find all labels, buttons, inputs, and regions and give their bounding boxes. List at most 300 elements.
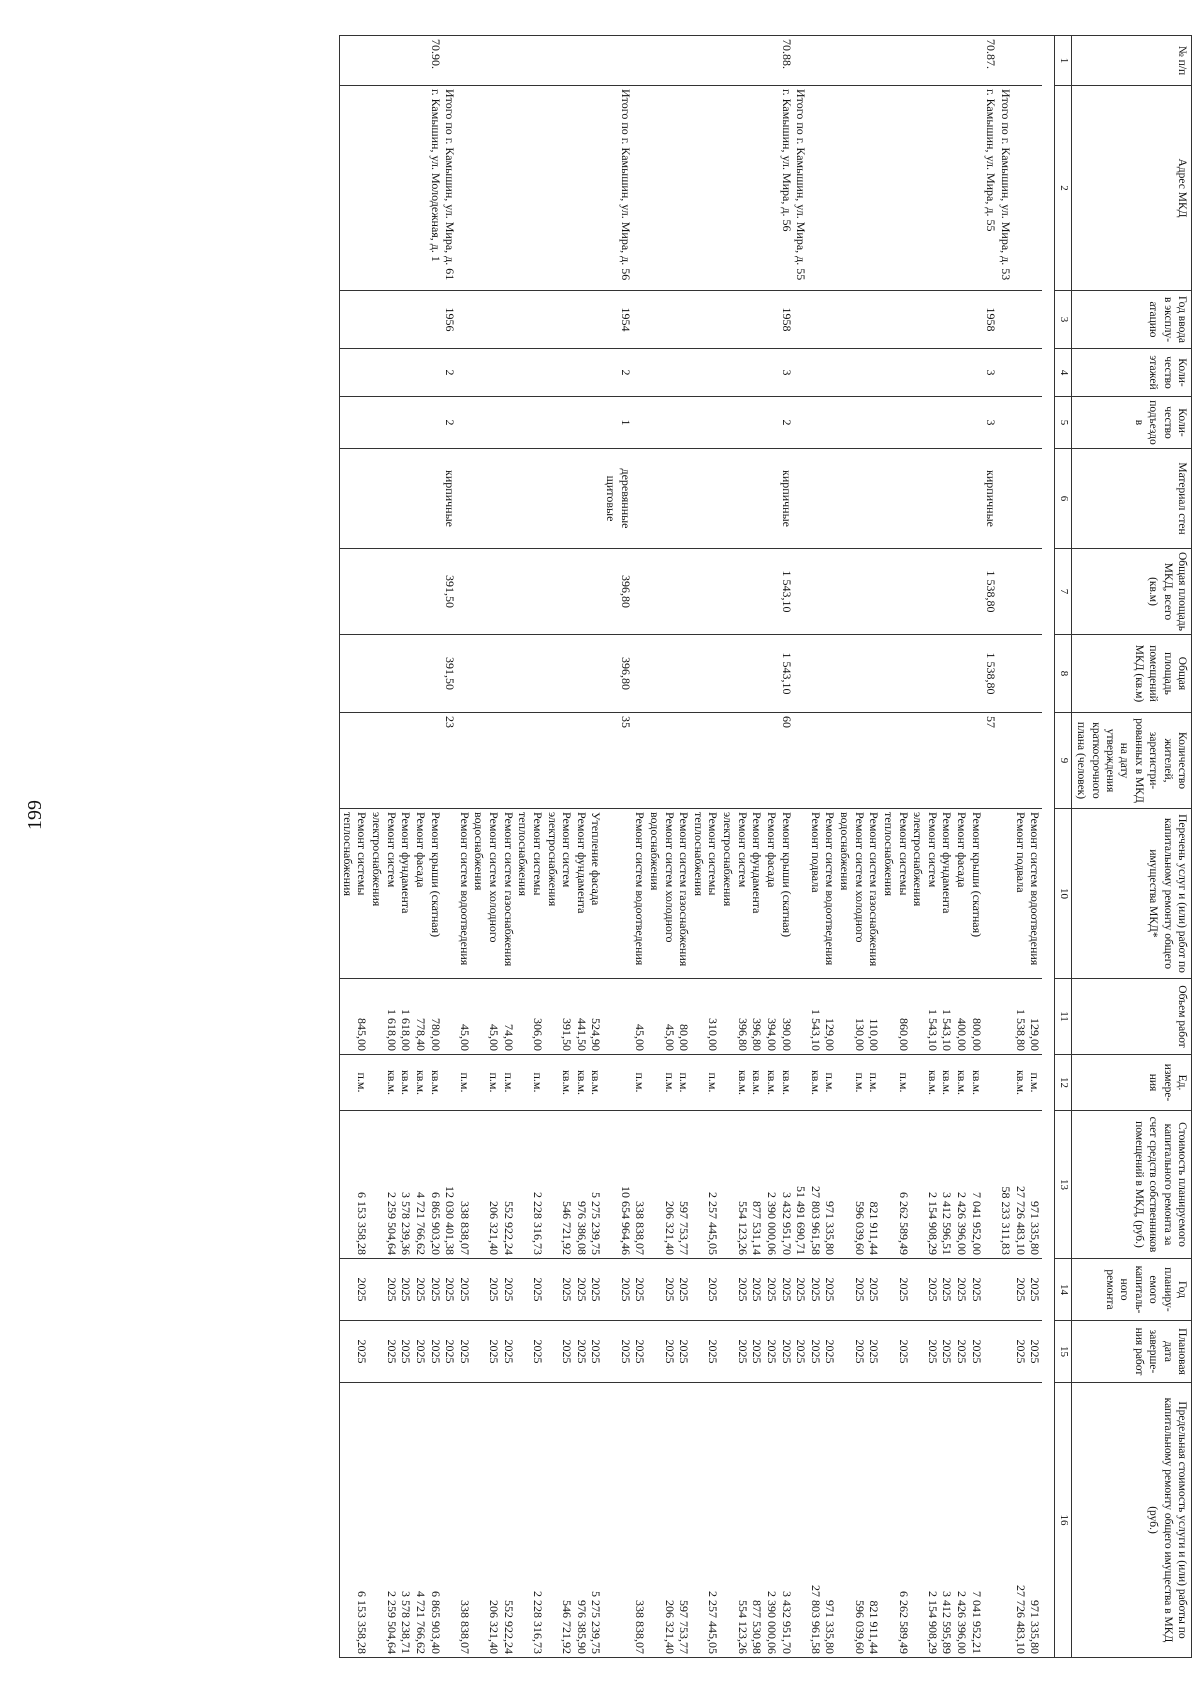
table-row (794, 36, 809, 1658)
cell-year-built: 1954 (604, 291, 633, 349)
cell-cost-limit: 6 262 589,49 (881, 1383, 910, 1658)
table-row (604, 36, 633, 1658)
cell-residents (472, 713, 501, 809)
cell-entrances (1028, 397, 1043, 449)
cell-address (823, 86, 838, 291)
cell-work-volume (984, 979, 999, 1055)
cell-row-number (589, 36, 604, 86)
table-row (633, 36, 648, 1658)
cell-row-number (443, 36, 458, 86)
cell-entrances (472, 397, 501, 449)
cell-completion-year: 2025 (1013, 1321, 1028, 1383)
cell-work-volume: 45,00 (457, 979, 472, 1055)
cell-residents: 35 (604, 713, 633, 809)
cell-total-area (633, 549, 648, 635)
cell-premises-area: 1 543,10 (779, 635, 794, 713)
cell-work-type: Ремонт крыши (скатная) (969, 809, 984, 979)
document-sheet (52, 35, 1192, 1657)
cell-address (399, 86, 414, 291)
cell-planned-cost: 971 335,80 (823, 1111, 838, 1259)
cell-cost-limit: 27 803 961,58 (808, 1383, 823, 1658)
cell-unit: п.м. (501, 1055, 516, 1111)
cell-row-number (633, 36, 648, 86)
cell-year-built (867, 291, 882, 349)
cell-residents (823, 713, 838, 809)
cell-unit (443, 1055, 458, 1111)
cell-entrances (545, 397, 574, 449)
cell-cost-limit: 27 726 483,10 (1013, 1383, 1028, 1658)
table-row (764, 36, 779, 1658)
page-number: 199 (24, 800, 46, 830)
cell-work-volume: 1 618,00 (399, 979, 414, 1055)
cell-cost-limit: 338 838,07 (457, 1383, 472, 1658)
cell-completion-year: 2025 (911, 1321, 940, 1383)
cell-planned-cost: 4 721 766,62 (413, 1111, 428, 1259)
cell-row-number (472, 36, 501, 86)
cell-work-type (984, 809, 999, 979)
cell-work-volume: 845,00 (340, 979, 370, 1055)
table-row (779, 36, 794, 1658)
cell-total-area (881, 549, 910, 635)
cell-address: Итого по г. Камышин, ул. Мира, д. 56 (604, 86, 633, 291)
table-row (545, 36, 574, 1658)
column-number-2: 2 (1055, 86, 1072, 291)
cell-planned-year: 2025 (794, 1259, 809, 1321)
cell-wall-material (838, 449, 867, 549)
cell-work-volume: 1 543,10 (808, 979, 823, 1055)
table-row (911, 36, 940, 1658)
cell-entrances (940, 397, 955, 449)
cell-floors (633, 349, 648, 397)
cell-wall-material (823, 449, 838, 549)
cell-wall-material (721, 449, 750, 549)
cell-address (721, 86, 750, 291)
cell-work-type: Ремонт систем электроснабжения (721, 809, 750, 979)
cell-floors (823, 349, 838, 397)
cell-entrances (399, 397, 414, 449)
cell-address (413, 86, 428, 291)
cell-year-built (589, 291, 604, 349)
cell-year-built (457, 291, 472, 349)
cell-cost-limit: 546 721,92 (545, 1383, 574, 1658)
cell-wall-material (998, 449, 1013, 549)
cell-year-built (472, 291, 501, 349)
table-row (340, 36, 370, 1658)
cell-planned-year: 2025 (1028, 1259, 1043, 1321)
cell-work-volume: 310,00 (691, 979, 720, 1055)
column-header-7: Общая площадь МКД, всего (кв.м) (1072, 549, 1192, 635)
cell-completion-year: 2025 (574, 1321, 589, 1383)
column-header-8: Общая площадь помещений МКД (кв.м) (1072, 635, 1192, 713)
cell-work-volume: 45,00 (472, 979, 501, 1055)
cell-floors (881, 349, 910, 397)
cell-entrances (721, 397, 750, 449)
cell-planned-cost: 10 654 964,46 (604, 1111, 633, 1259)
cell-entrances (969, 397, 984, 449)
cell-planned-year: 2025 (633, 1259, 648, 1321)
cell-residents (764, 713, 779, 809)
cell-total-area (501, 549, 516, 635)
cell-work-volume: 45,00 (633, 979, 648, 1055)
cell-address (750, 86, 765, 291)
cell-planned-year: 2025 (472, 1259, 501, 1321)
cell-residents (633, 713, 648, 809)
cell-work-volume: 396,80 (721, 979, 750, 1055)
cell-total-area (823, 549, 838, 635)
cell-row-number (545, 36, 574, 86)
header-number-row (1055, 36, 1072, 1658)
cell-wall-material (340, 449, 370, 549)
cell-residents (998, 713, 1013, 809)
cell-entrances (633, 397, 648, 449)
cell-entrances: 2 (443, 397, 458, 449)
cell-planned-year: 2025 (399, 1259, 414, 1321)
cell-address (516, 86, 545, 291)
column-header-2: Адрес МКД (1072, 86, 1192, 291)
cell-floors (1028, 349, 1043, 397)
cell-completion-year: 2025 (691, 1321, 720, 1383)
cell-residents (589, 713, 604, 809)
cell-cost-limit: 821 911,44 (867, 1383, 882, 1658)
cell-work-volume (794, 979, 809, 1055)
cell-work-type: Ремонт системы теплоснабжения (340, 809, 370, 979)
cell-planned-year: 2025 (1013, 1259, 1028, 1321)
cell-completion-year: 2025 (808, 1321, 823, 1383)
cell-premises-area (370, 635, 399, 713)
cell-total-area (794, 549, 809, 635)
cell-address: Итого по г. Камышин, ул. Мира, д. 61 (443, 86, 458, 291)
cell-planned-cost: 6 262 589,49 (881, 1111, 910, 1259)
cell-residents (794, 713, 809, 809)
cell-year-built (911, 291, 940, 349)
cell-cost-limit: 877 530,98 (750, 1383, 765, 1658)
cell-premises-area (457, 635, 472, 713)
cell-entrances (808, 397, 823, 449)
cell-residents: 60 (779, 713, 794, 809)
cell-floors (472, 349, 501, 397)
column-number-13: 13 (1055, 1111, 1072, 1259)
cell-unit: кв.м. (940, 1055, 955, 1111)
cell-residents (457, 713, 472, 809)
cell-planned-year: 2025 (721, 1259, 750, 1321)
cell-planned-year: 2025 (604, 1259, 633, 1321)
cell-cost-limit: 6 153 358,28 (340, 1383, 370, 1658)
cell-planned-cost: 546 721,92 (545, 1111, 574, 1259)
cell-row-number (647, 36, 676, 86)
cell-total-area (472, 549, 501, 635)
cell-unit: п.м. (340, 1055, 370, 1111)
cell-total-area: 391,50 (443, 549, 458, 635)
table-row (838, 36, 867, 1658)
cell-total-area (340, 549, 370, 635)
cell-wall-material (940, 449, 955, 549)
cell-premises-area (955, 635, 970, 713)
cell-planned-year: 2025 (413, 1259, 428, 1321)
cell-year-built (516, 291, 545, 349)
cell-wall-material (1013, 449, 1028, 549)
cell-residents (574, 713, 589, 809)
column-header-14: Год планиру-емого капиталь-ного ремонта (1072, 1259, 1192, 1321)
cell-cost-limit: 976 385,90 (574, 1383, 589, 1658)
cell-unit: кв.м. (911, 1055, 940, 1111)
cell-total-area (413, 549, 428, 635)
cell-row-number (969, 36, 984, 86)
cell-wall-material (516, 449, 545, 549)
cell-residents (881, 713, 910, 809)
cell-completion-year: 2025 (677, 1321, 692, 1383)
cell-completion-year: 2025 (443, 1321, 458, 1383)
column-header-10: Перечень услуг и (или) работ по капитальному ремонту общего имущества МКД* (1072, 809, 1192, 979)
cell-cost-limit: 3 578 238,71 (399, 1383, 414, 1658)
cell-address: г. Камышин, ул. Мира, д. 55 (984, 86, 999, 291)
cell-wall-material: кирпичные (779, 449, 794, 549)
cell-premises-area (633, 635, 648, 713)
cell-floors (721, 349, 750, 397)
cell-completion-year: 2025 (940, 1321, 955, 1383)
table-row (516, 36, 545, 1658)
column-number-7: 7 (1055, 549, 1072, 635)
cell-planned-year: 2025 (955, 1259, 970, 1321)
column-number-5: 5 (1055, 397, 1072, 449)
cell-year-built (998, 291, 1013, 349)
cell-premises-area (998, 635, 1013, 713)
cell-planned-cost: 554 123,26 (721, 1111, 750, 1259)
table-row (969, 36, 984, 1658)
cell-unit: кв.м. (955, 1055, 970, 1111)
cell-planned-cost: 877 531,14 (750, 1111, 765, 1259)
cell-row-number (750, 36, 765, 86)
cell-work-type: Ремонт систем водоотведения (457, 809, 472, 979)
cell-total-area: 396,80 (604, 549, 633, 635)
cell-total-area (750, 549, 765, 635)
cell-completion-year: 2025 (399, 1321, 414, 1383)
cell-unit: кв.м. (428, 1055, 443, 1111)
cell-row-number (1013, 36, 1028, 86)
cell-planned-cost: 27 726 483,10 (1013, 1111, 1028, 1259)
cell-cost-limit: 971 335,80 (823, 1383, 838, 1658)
cell-address (457, 86, 472, 291)
cell-completion-year: 2025 (764, 1321, 779, 1383)
cell-unit: п.м. (633, 1055, 648, 1111)
cell-planned-year: 2025 (647, 1259, 676, 1321)
cell-premises-area (501, 635, 516, 713)
cell-wall-material (457, 449, 472, 549)
cell-unit: кв.м. (1013, 1055, 1028, 1111)
cell-unit: п.м. (457, 1055, 472, 1111)
cell-total-area (516, 549, 545, 635)
cell-premises-area (881, 635, 910, 713)
cell-unit: кв.м. (413, 1055, 428, 1111)
cell-planned-year: 2025 (750, 1259, 765, 1321)
cell-year-built (501, 291, 516, 349)
cell-floors (838, 349, 867, 397)
cell-year-built (764, 291, 779, 349)
cell-completion-year: 2025 (413, 1321, 428, 1383)
cell-total-area (940, 549, 955, 635)
cell-cost-limit: 2 257 445,05 (691, 1383, 720, 1658)
table-row (750, 36, 765, 1658)
cell-completion-year: 2025 (633, 1321, 648, 1383)
cell-total-area (399, 549, 414, 635)
cell-unit: кв.м. (808, 1055, 823, 1111)
cell-row-number (501, 36, 516, 86)
cell-completion-year: 2025 (545, 1321, 574, 1383)
cell-work-type: Ремонт систем водоотведения (823, 809, 838, 979)
cell-total-area (457, 549, 472, 635)
cell-completion-year: 2025 (838, 1321, 867, 1383)
column-header-6: Материал стен (1072, 449, 1192, 549)
cell-entrances (764, 397, 779, 449)
cell-wall-material (881, 449, 910, 549)
cell-cost-limit (443, 1383, 458, 1658)
cell-premises-area (399, 635, 414, 713)
cell-year-built (1028, 291, 1043, 349)
cell-address: г. Камышин, ул. Мира, д. 56 (779, 86, 794, 291)
cell-row-number: 70.90. (428, 36, 443, 86)
cell-work-type: Ремонт системы теплоснабжения (691, 809, 720, 979)
cell-planned-cost: 2 154 908,29 (911, 1111, 940, 1259)
cell-year-built (399, 291, 414, 349)
cell-work-type: Ремонт систем электроснабжения (545, 809, 574, 979)
cell-address (867, 86, 882, 291)
cell-planned-cost: 6 865 903,20 (428, 1111, 443, 1259)
cell-planned-cost: 2 257 445,05 (691, 1111, 720, 1259)
column-header-11: Объем работ (1072, 979, 1192, 1055)
cell-total-area (589, 549, 604, 635)
cell-planned-cost: 338 838,07 (457, 1111, 472, 1259)
table-row (881, 36, 910, 1658)
cell-planned-year: 2025 (881, 1259, 910, 1321)
cell-work-type: Ремонт систем холодного водоснабжения (472, 809, 501, 979)
cell-year-built: 1958 (984, 291, 999, 349)
cell-planned-year: 2025 (501, 1259, 516, 1321)
table-row (984, 36, 999, 1658)
column-number-12: 12 (1055, 1055, 1072, 1111)
cell-entrances: 2 (779, 397, 794, 449)
cell-planned-year (984, 1259, 999, 1321)
cell-year-built (545, 291, 574, 349)
cell-residents (428, 713, 443, 809)
cell-row-number (911, 36, 940, 86)
cell-completion-year: 2025 (428, 1321, 443, 1383)
cell-address (340, 86, 370, 291)
cell-wall-material (955, 449, 970, 549)
cell-entrances (998, 397, 1013, 449)
cell-work-type: Ремонт системы теплоснабжения (881, 809, 910, 979)
cell-work-type: Ремонт фундамента (399, 809, 414, 979)
cell-completion-year: 2025 (955, 1321, 970, 1383)
cell-unit: кв.м. (750, 1055, 765, 1111)
cell-premises-area (545, 635, 574, 713)
cell-work-volume: 780,00 (428, 979, 443, 1055)
cell-planned-year: 2025 (779, 1259, 794, 1321)
cell-wall-material (370, 449, 399, 549)
column-header-1: № п/п (1072, 36, 1192, 86)
cell-work-type: Ремонт систем газоснабжения (867, 809, 882, 979)
cell-residents (838, 713, 867, 809)
cell-work-volume: 1 538,80 (1013, 979, 1028, 1055)
cell-planned-cost: 552 922,24 (501, 1111, 516, 1259)
column-number-8: 8 (1055, 635, 1072, 713)
cell-planned-cost (984, 1111, 999, 1259)
cell-planned-cost: 2 259 504,64 (370, 1111, 399, 1259)
cell-work-type: Ремонт крыши (скатная) (428, 809, 443, 979)
cell-unit (604, 1055, 633, 1111)
cell-premises-area (794, 635, 809, 713)
cell-residents (911, 713, 940, 809)
cell-entrances (516, 397, 545, 449)
cell-completion-year: 2025 (794, 1321, 809, 1383)
cell-work-type: Ремонт системы теплоснабжения (516, 809, 545, 979)
cell-row-number (370, 36, 399, 86)
cell-address (808, 86, 823, 291)
cell-work-type: Ремонт фундамента (750, 809, 765, 979)
cell-premises-area (823, 635, 838, 713)
cell-work-type: Ремонт систем водоотведения (1028, 809, 1043, 979)
cell-residents (413, 713, 428, 809)
cell-floors: 3 (984, 349, 999, 397)
cell-work-volume: 396,80 (750, 979, 765, 1055)
cell-address (589, 86, 604, 291)
cell-residents (677, 713, 692, 809)
cell-row-number (823, 36, 838, 86)
cell-planned-year: 2025 (457, 1259, 472, 1321)
cell-residents (867, 713, 882, 809)
cell-total-area (691, 549, 720, 635)
cell-entrances (750, 397, 765, 449)
cell-unit: кв.м. (589, 1055, 604, 1111)
cell-work-type: Ремонт систем холодного водоснабжения (838, 809, 867, 979)
cell-wall-material (633, 449, 648, 549)
cell-cost-limit: 4 721 766,62 (413, 1383, 428, 1658)
cell-premises-area (589, 635, 604, 713)
cell-floors (399, 349, 414, 397)
table-row (370, 36, 399, 1658)
cell-floors (969, 349, 984, 397)
cell-completion-year: 2025 (750, 1321, 765, 1383)
cell-year-built: 1956 (443, 291, 458, 349)
cell-wall-material (647, 449, 676, 549)
column-number-4: 4 (1055, 349, 1072, 397)
cell-entrances (647, 397, 676, 449)
cell-total-area: 1 543,10 (779, 549, 794, 635)
cell-total-area (969, 549, 984, 635)
cell-unit (998, 1055, 1013, 1111)
cell-year-built (633, 291, 648, 349)
cell-address: Итого по г. Камышин, ул. Мира, д. 55 (794, 86, 809, 291)
cell-residents (955, 713, 970, 809)
cell-work-type (998, 809, 1013, 979)
cell-premises-area (750, 635, 765, 713)
cell-completion-year: 2025 (721, 1321, 750, 1383)
column-header-15: Плановая дата заверше-ния работ (1072, 1321, 1192, 1383)
cell-premises-area (340, 635, 370, 713)
cell-floors (867, 349, 882, 397)
cell-planned-cost: 597 753,77 (677, 1111, 692, 1259)
cell-row-number (881, 36, 910, 86)
cell-total-area (1028, 549, 1043, 635)
cell-work-volume: 800,00 (969, 979, 984, 1055)
cell-wall-material (1028, 449, 1043, 549)
cell-wall-material (589, 449, 604, 549)
cell-address (574, 86, 589, 291)
cell-work-type: Ремонт фасада (413, 809, 428, 979)
cell-floors (911, 349, 940, 397)
cell-year-built (647, 291, 676, 349)
cell-planned-year: 2025 (677, 1259, 692, 1321)
cell-residents (940, 713, 955, 809)
cell-row-number (516, 36, 545, 86)
